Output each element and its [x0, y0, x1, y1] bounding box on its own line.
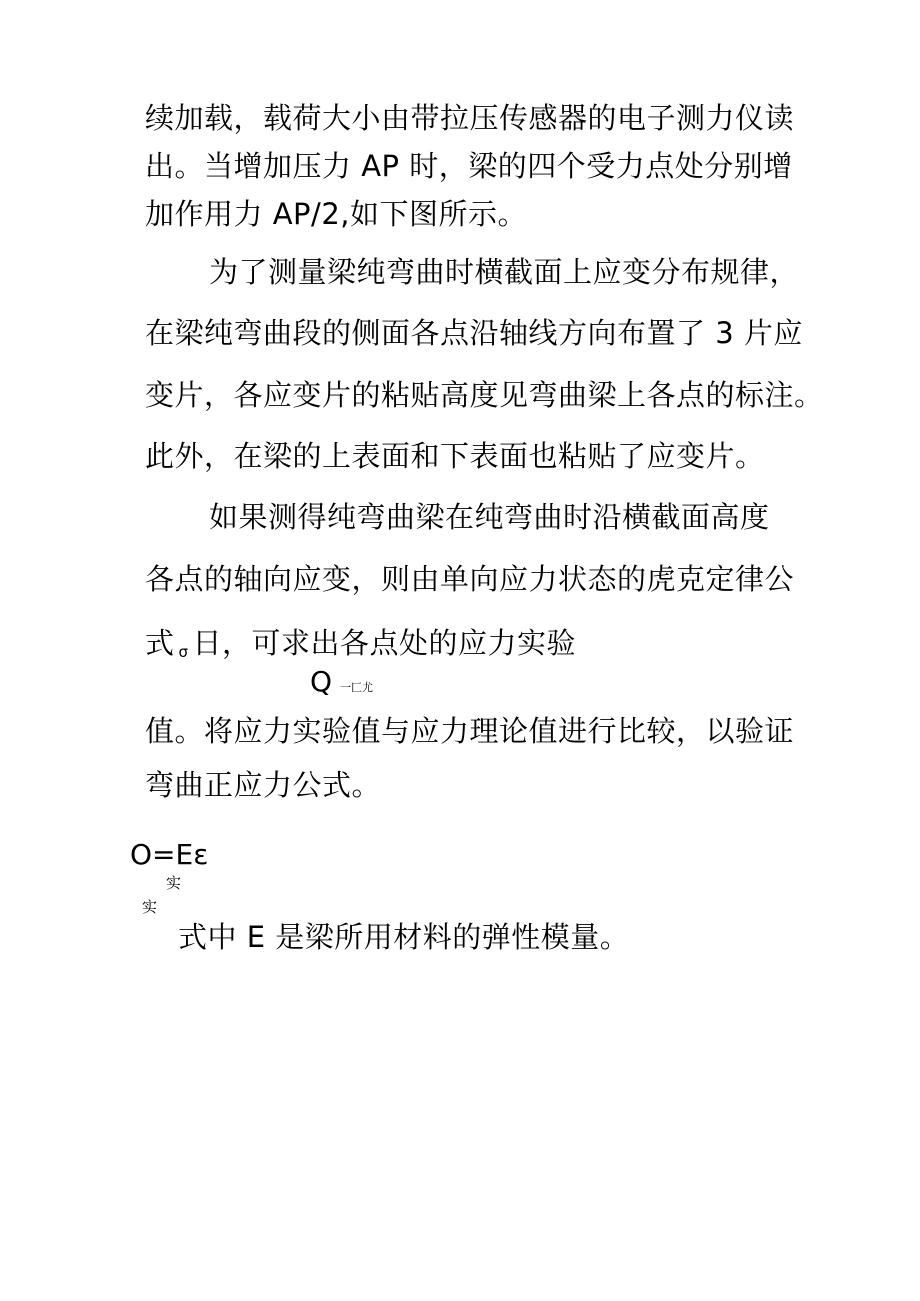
- text-line: 此外，在梁的上表面和下表面也粘贴了应变片。: [145, 439, 765, 473]
- text-fragment: 日，可求出各点处的应力实验: [192, 626, 577, 660]
- text-line: 如果测得纯弯曲梁在纯弯曲时沿横截面高度: [209, 500, 770, 534]
- text-line: 各点的轴向应变，则由单向应力状态的虎克定律公: [145, 562, 795, 596]
- text-line: 在梁纯弯曲段的侧面各点沿轴线方向布置了 3 片应: [145, 316, 803, 350]
- text-line: [145, 623, 576, 672]
- text-line: 续加载，载荷大小由带拉压传感器的电子测力仪读: [145, 101, 795, 135]
- text-line: 为了测量梁纯弯曲时横截面上应变分布规律，: [209, 255, 800, 289]
- text-fragment: 式: [145, 626, 175, 660]
- equation-fragment-q: Q: [310, 665, 333, 698]
- formula-subscript: 实: [142, 898, 158, 916]
- equation-fragment-small: 一匚尤: [340, 681, 373, 694]
- text-line: 加作用力 AP/2,如下图所示。: [145, 197, 527, 231]
- sigma-symbol: σ: [178, 643, 189, 661]
- formula-subscript: 实: [166, 874, 182, 892]
- text-line: 式中 E 是梁所用材料的弹性模量。: [178, 920, 630, 954]
- formula-main: O=Eε: [130, 838, 209, 871]
- text-line: 值。将应力实验值与应力理论值进行比较，以验证: [145, 714, 795, 748]
- text-line: 变片，各应变片的粘贴高度见弯曲梁上各点的标注。: [145, 378, 824, 412]
- text-line: 出。当增加压力 AP 时，梁的四个受力点处分别增: [145, 149, 793, 183]
- text-line: 弯曲正应力公式。: [145, 768, 382, 802]
